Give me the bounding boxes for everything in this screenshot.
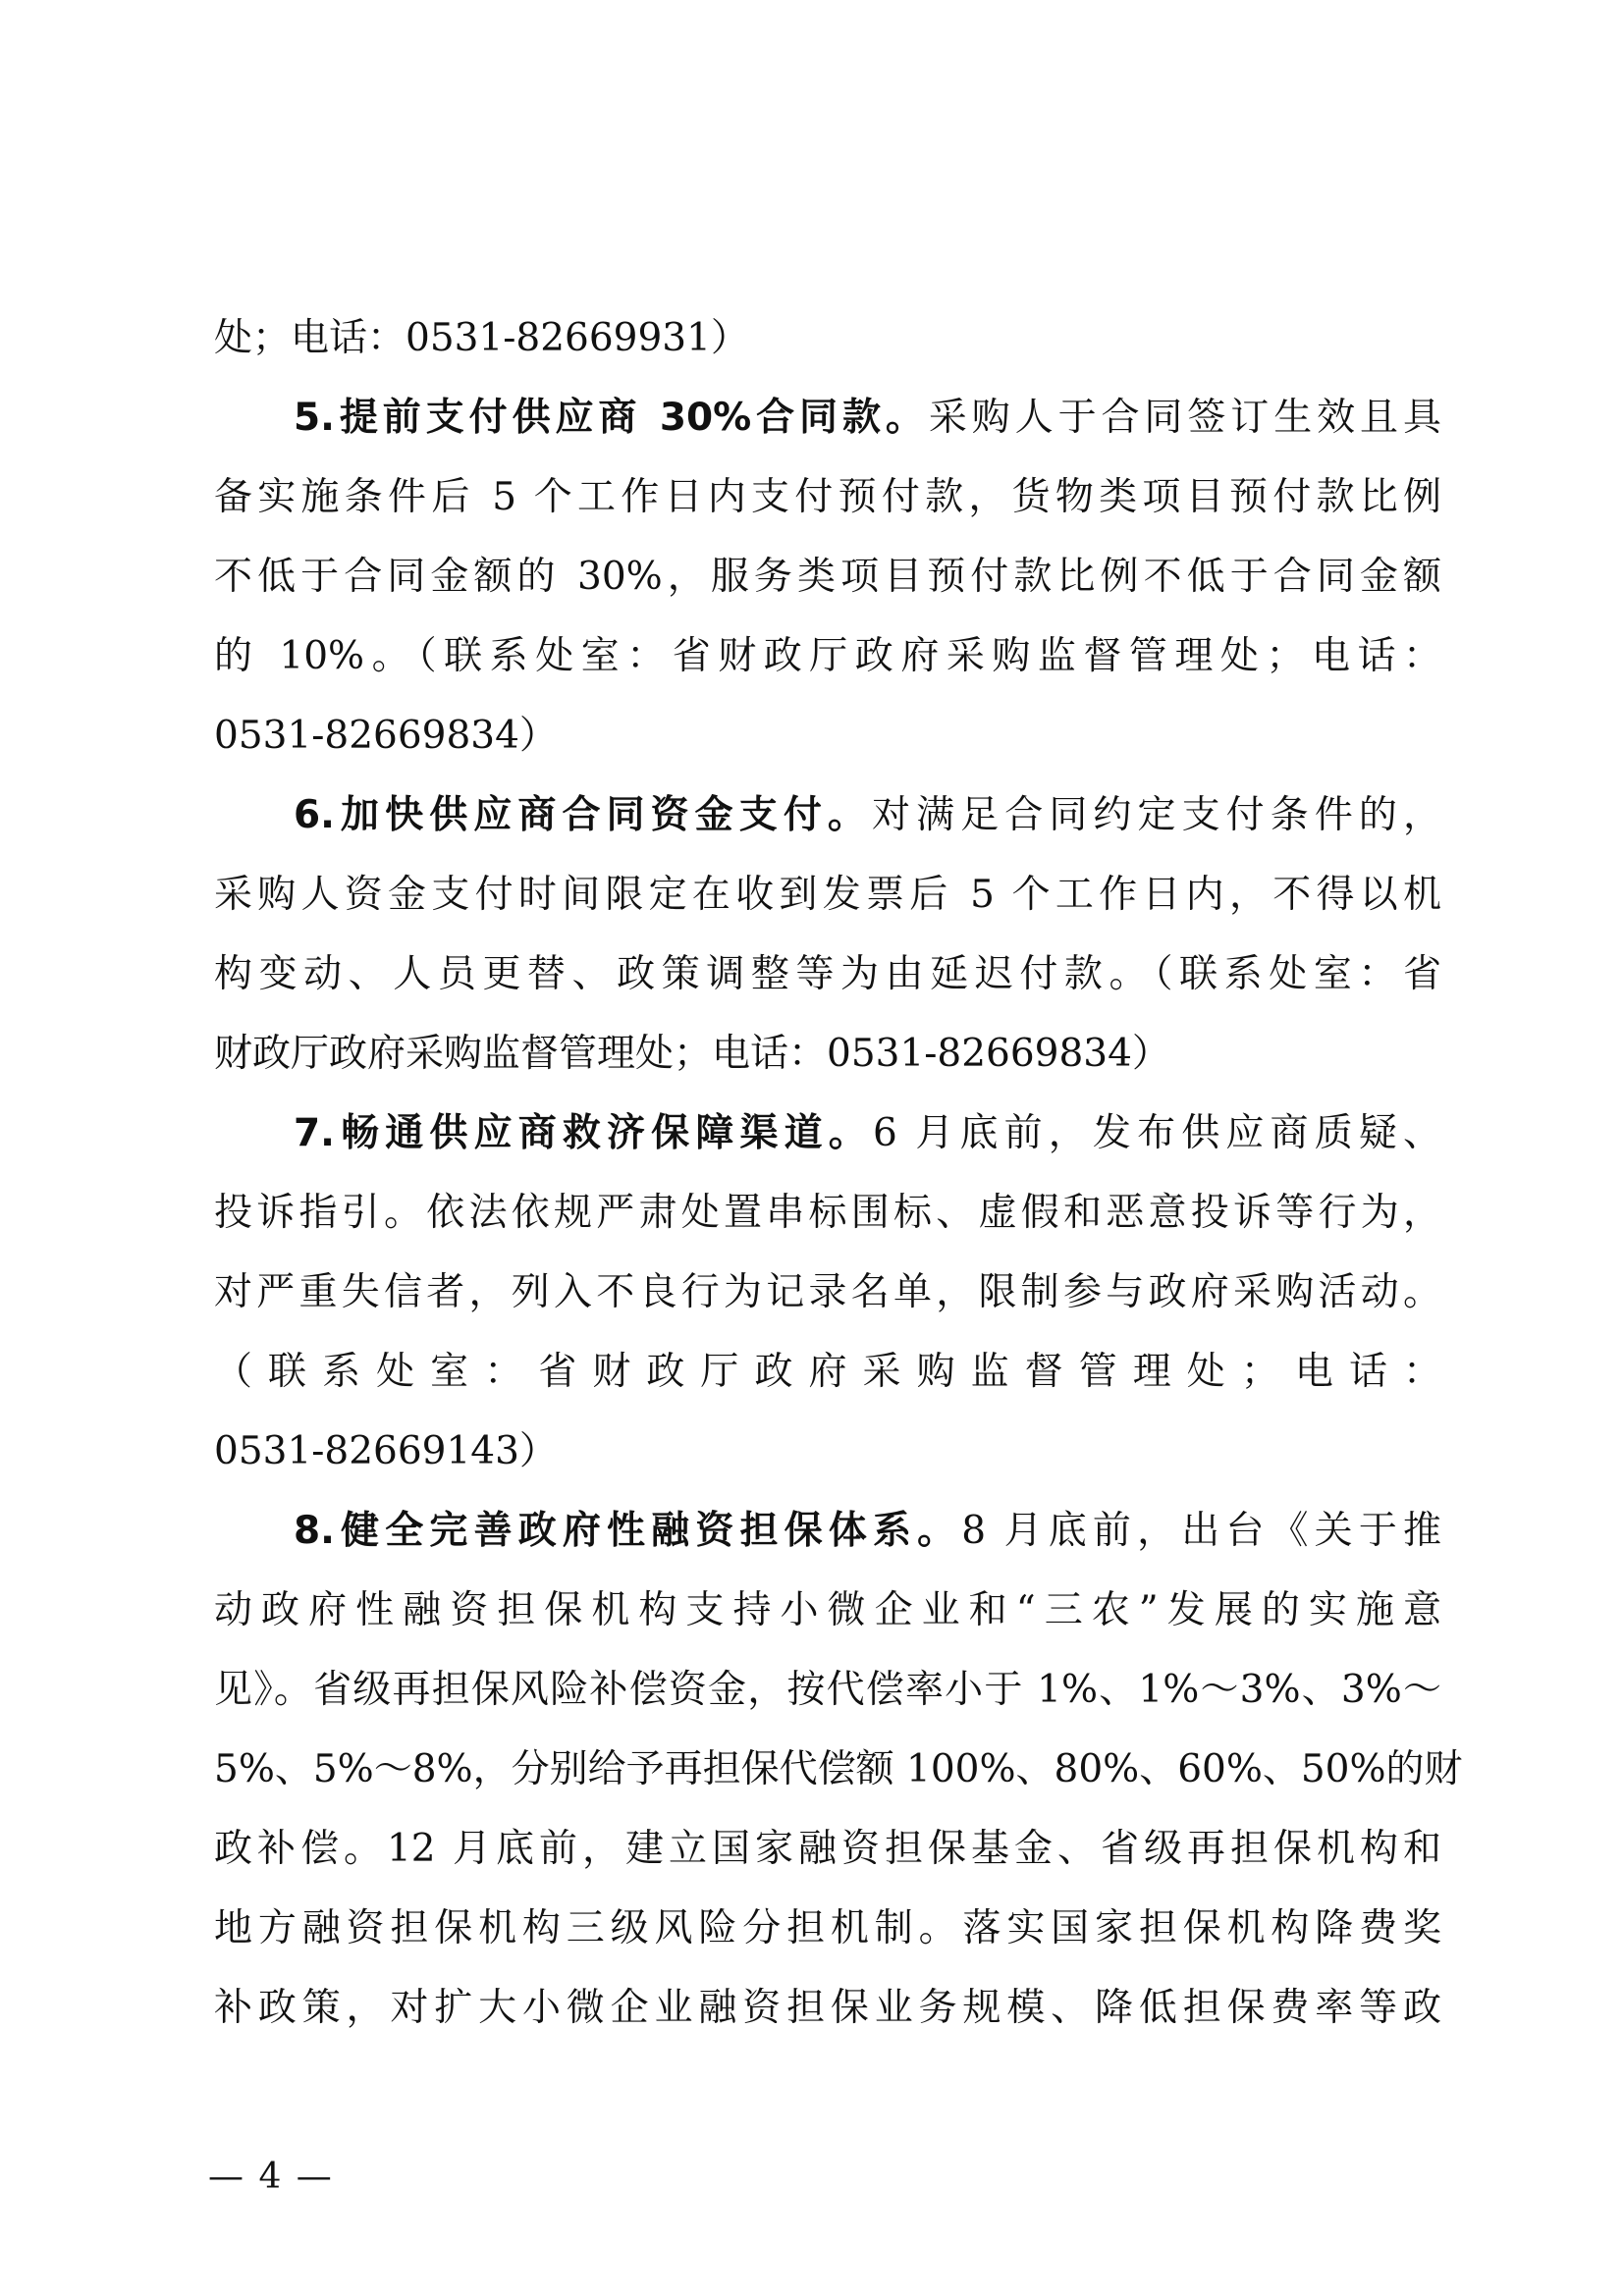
paragraph-line: 备实施条件后 5 个工作日内支付预付款，货物类项目预付款比例 — [214, 475, 1441, 519]
paragraph-line: 构变动、人员更替、政策调整等为由延迟付款。（联系处室：省 — [214, 952, 1441, 996]
paragraph-line: 5%、5%～8%，分别给予再担保代偿额 100%、80%、60%、50%的财 — [214, 1747, 1463, 1791]
paragraph-line: 对严重失信者，列入不良行为记录名单，限制参与政府采购活动。 — [214, 1270, 1441, 1314]
paragraph-item-5 — [214, 378, 1441, 775]
paragraph-heading: 6.加快供应商合同资金支付。 — [294, 793, 873, 837]
paragraph-line: 不低于合同金额的 30%，服务类项目预付款比例不低于合同金额 — [214, 555, 1441, 599]
paragraph-line: 地方融资担保机构三级风险分担机制。落实国家担保机构降费奖 — [214, 1906, 1441, 1950]
paragraph-heading: 8.健全完善政府性融资担保体系。 — [294, 1509, 962, 1553]
paragraph-item-6 — [214, 775, 1441, 1094]
document-body — [214, 298, 1463, 2048]
paragraph-line: 见》。省级再担保风险补偿资金，按代偿率小于 1%、1%～3%、3%～ — [214, 1668, 1441, 1712]
page-number: — 4 — — [208, 2157, 334, 2197]
paragraph-line: 采购人资金支付时间限定在收到发票后 5 个工作日内，不得以机 — [214, 873, 1441, 917]
paragraph-line: 财政厅政府采购监督管理处；电话：0531-82669834） — [214, 1032, 1170, 1076]
paragraph-first-line — [214, 775, 1441, 855]
paragraph-heading: 7.畅通供应商救济保障渠道。 — [294, 1111, 873, 1155]
paragraph-line: 0531-82669143） — [214, 1429, 558, 1473]
paragraph-first-line — [214, 1491, 1441, 1571]
paragraph-item-8 — [214, 1491, 1463, 2048]
paragraph-text: 对满足合同约定支付条件的， — [872, 793, 1441, 837]
paragraph-line: 补政策，对扩大小微企业融资担保业务规模、降低担保费率等政 — [214, 1986, 1441, 2030]
paragraph-line: （联系处室：省财政厅政府采购监督管理处；电话： — [214, 1350, 1441, 1394]
paragraph-text: 6 月底前，发布供应商质疑、 — [872, 1111, 1442, 1155]
paragraph-first-line — [214, 1094, 1441, 1173]
paragraph-first-line — [214, 378, 1441, 457]
paragraph-text: 8 月底前，出台《关于推 — [961, 1509, 1441, 1553]
paragraph-line: 0531-82669834） — [214, 714, 558, 758]
paragraph-line: 政补偿。12 月底前，建立国家融资担保基金、省级再担保机构和 — [214, 1827, 1441, 1871]
paragraph-heading: 5.提前支付供应商 30%合同款。 — [294, 396, 929, 440]
paragraph-line: 投诉指引。依法依规严肃处置串标围标、虚假和恶意投诉等行为， — [214, 1191, 1441, 1235]
paragraph-item-7 — [214, 1094, 1441, 1491]
paragraph-line: 动政府性融资担保机构支持小微企业和“三农”发展的实施意 — [214, 1588, 1441, 1632]
continuation-line: 处；电话：0531-82669931） — [214, 316, 749, 360]
paragraph-line: 的 10%。（联系处室：省财政厅政府采购监督管理处；电话： — [214, 634, 1441, 678]
paragraph-text: 采购人于合同签订生效且具 — [928, 396, 1441, 440]
